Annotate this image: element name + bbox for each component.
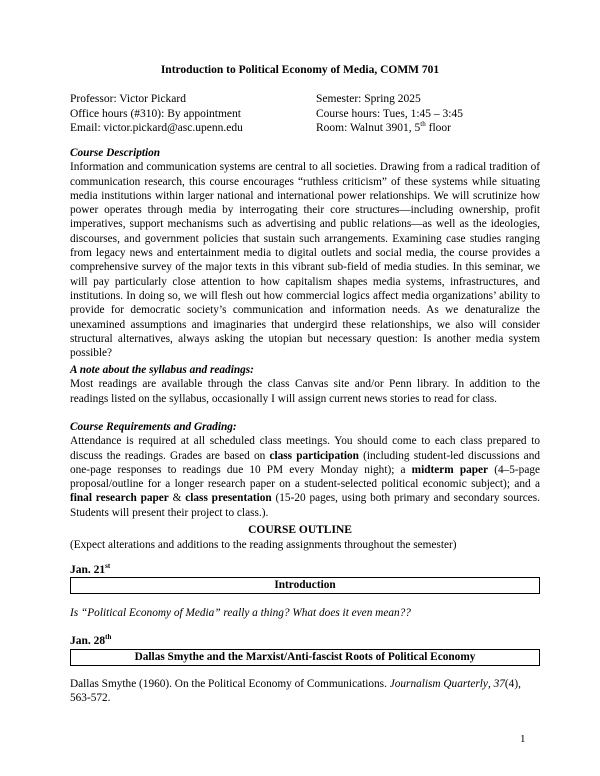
course-description-text: Information and communication systems are central to all societies. Drawing from a radical tradition of communication research, this course encourages “ruthless criticism” of these systems while situating media institutions within larger national and international power relationships. We will scrutinize how power operates through media by interrogating their core structures—including ownership, profit imperatives, support mechanisms such as advertising and public relations—as well as the ideologies, discourses, and government policies that sustain such arrangements. Examining case studies ranging from legacy news and entertainment media to digital outlets and social media, the course provides a comprehensive survey of the major texts in this vibrant sub-field of media studies. In this seminar, we will pay particularly close attention to how capitalism shapes media systems, infrastructures, and institutions. In doing so, we will flesh out how commercial logics affect media organizations’ ability to provide for democratic society’s communication and information needs. As we denaturalize the unexamined assumptions and imaginaries that undergird these relationships, we also will consider structural alternatives, always asking the utopian but necessary question: Is another media system possible? (70, 161, 540, 360)
week-2-date-ordinal: th (105, 633, 112, 642)
email-line: Email: victor.pickard@asc.upenn.edu (70, 122, 243, 134)
req-presentation: class presentation (185, 492, 272, 505)
req-text-4: & (168, 492, 186, 505)
semester-line: Semester: Spring 2025 (316, 93, 421, 105)
room-ordinal: th (420, 120, 426, 129)
office-hours-line: Office hours (#310): By appointment (70, 107, 241, 120)
week-2-date-text: Jan. 28 (70, 635, 106, 647)
course-title: Introduction to Political Economy of Media, COMM 701 (160, 64, 440, 76)
page-number: 1 (520, 733, 526, 745)
reading-citation: Dallas Smythe (1960). On the Political Economy of Communications. (70, 678, 390, 690)
instructor-info (70, 92, 310, 136)
requirements-section (70, 420, 540, 520)
week-1-date-ordinal: st (105, 562, 111, 571)
week-1-date-text: Jan. 21 (70, 564, 106, 576)
course-description-heading: Course Description (70, 147, 161, 159)
week-1-date (70, 564, 110, 576)
course-info (316, 92, 556, 136)
week-2-topic-box: Dallas Smythe and the Marxist/Anti-fascist Roots of Political Economy (70, 649, 540, 666)
req-text-5: (15-20 pages, using both primary and secondary sources. Students will present their project to class.). (70, 492, 540, 519)
req-text-1: Attendance is required at all scheduled class meetings. You should come to each class prepared to discuss the readings. Grades are based on (70, 435, 540, 462)
reading-journal: Journalism Quarterly (389, 678, 488, 690)
room-text: Room: Walnut 3901, 5 (316, 122, 421, 134)
week-1-question: Is “Political Economy of Media” really a thing? What does it even mean?? (70, 607, 411, 619)
req-participation: class participation (269, 449, 359, 462)
req-final-paper: final research paper (70, 492, 169, 505)
week-1-topic-box: Introduction (70, 577, 540, 594)
reading-separator: , (487, 678, 494, 690)
outline-subtitle: (Expect alterations and additions to the reading assignments throughout the semester) (70, 539, 457, 551)
requirements-heading: Course Requirements and Grading: (70, 421, 237, 433)
requirements-text (70, 434, 540, 520)
professor-line: Professor: Victor Pickard (70, 93, 186, 105)
reading-volume: 37 (493, 678, 505, 690)
req-text-3: (4–5-page proposal/outline for a longer research paper on a student-selected political economic subject); and a (70, 463, 541, 491)
course-description-section (70, 146, 540, 360)
syllabus-note-heading: A note about the syllabus and readings: (70, 364, 254, 376)
outline-title: COURSE OUTLINE (248, 524, 352, 536)
room-floor: floor (425, 122, 451, 134)
week-2-reading (70, 677, 540, 706)
course-hours-line: Course hours: Tues, 1:45 – 3:45 (316, 107, 463, 120)
room-line (316, 121, 556, 136)
syllabus-note-section (70, 363, 540, 406)
req-text-2: (including student-led discussions and one-page responses to readings due 10 PM every Monday night); a (70, 449, 540, 476)
week-2-date (70, 635, 111, 647)
reading-pages: (4), 563-572. (70, 678, 521, 705)
req-midterm: midterm paper (411, 463, 489, 476)
syllabus-note-text: Most readings are available through the class Canvas site and/or Penn library. In addition to the readings listed on the syllabus, occasionally I will assign current news stories to read for class. (70, 378, 540, 405)
